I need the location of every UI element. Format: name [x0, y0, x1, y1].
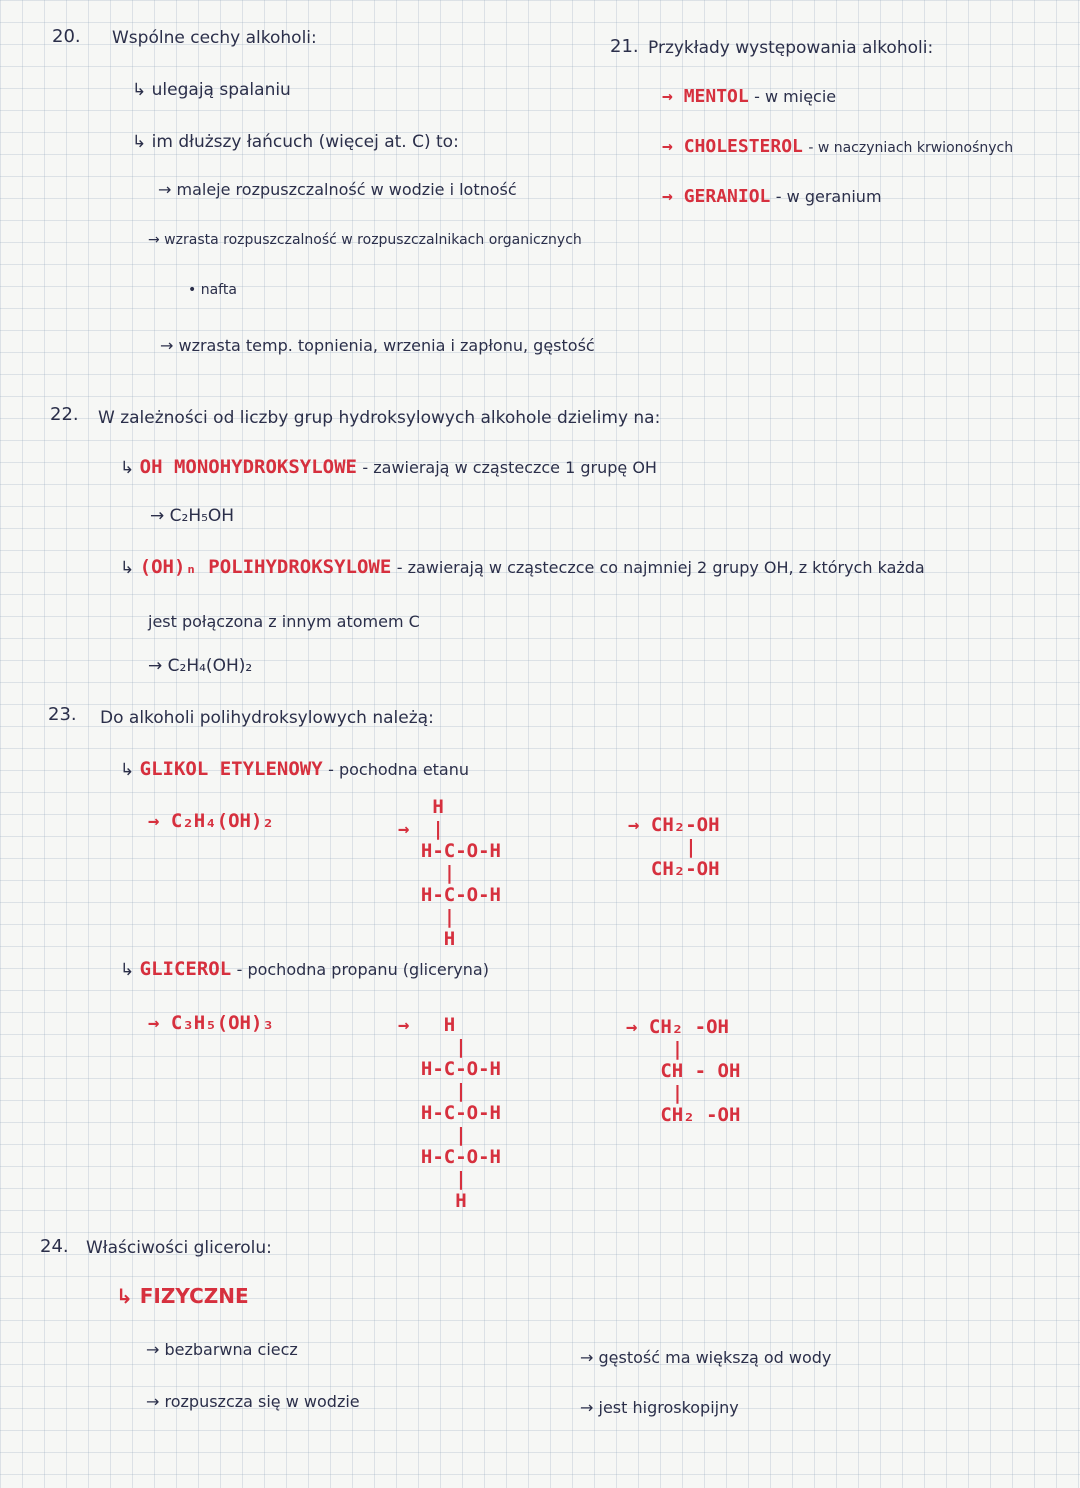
glicerol-name: GLICEROL — [139, 958, 232, 980]
example-name: CHOLESTEROL — [683, 136, 803, 157]
glicerol-desc: - pochodna propanu (gliceryna) — [236, 960, 489, 979]
glikol-desc: - pochodna etanu — [328, 760, 470, 779]
polyhydroxy-name: (OH)ₙ POLIHYDROKSYLOWE — [139, 556, 392, 578]
monohydroxy-example: → C₂H₅OH — [150, 506, 235, 526]
example-cholesterol: → CHOLESTEROL - w naczyniach krwionośnych — [662, 136, 1014, 157]
monohydroxy-row: ↳ OH MONOHYDROKSYLOWE - zawierają w cząsteczce 1 grupę OH — [120, 456, 657, 478]
example-geraniol: → GERANIOL - w geranium — [662, 186, 882, 207]
glicerol-row: ↳ GLICEROL - pochodna propanu (gliceryna) — [120, 958, 489, 980]
section-24-title: Właściwości glicerolu: — [86, 1238, 272, 1258]
glikol-structural-formula: H → | H-C-O-H | H-C-O-H | H — [398, 796, 501, 950]
polyhydroxy-desc-2: jest połączona z innym atomem C — [148, 612, 420, 631]
example-mentol: → MENTOL - w mięcie — [662, 86, 837, 107]
section-20-title: Wspólne cechy alkoholi: — [112, 28, 317, 48]
property-water-soluble: → rozpuszcza się w wodzie — [146, 1392, 360, 1411]
property-hygroscopic: → jest higroskopijny — [580, 1398, 739, 1417]
polyhydroxy-row: ↳ (OH)ₙ POLIHYDROKSYLOWE - zawierają w cząsteczce co najmniej 2 grupy OH, z których każda — [120, 556, 925, 578]
monohydroxy-name: OH MONOHYDROKSYLOWE — [139, 456, 357, 478]
section-23-title: Do alkoholi polihydroksylowych należą: — [100, 708, 434, 728]
property-colorless-liquid: → bezbarwna ciecz — [146, 1340, 298, 1359]
example-desc: - w naczyniach krwionośnych — [808, 140, 1014, 156]
glicerol-formula: → C₃H₅(OH)₃ — [148, 1012, 274, 1034]
section-21-number: 21. — [610, 36, 639, 57]
section-23-number: 23. — [48, 704, 77, 725]
monohydroxy-desc: - zawierają w cząsteczce 1 grupę OH — [362, 458, 657, 477]
property-density: → gęstość ma większą od wody — [580, 1348, 832, 1367]
example-desc: - w mięcie — [754, 87, 837, 106]
section-20-example-nafta: • nafta — [188, 282, 237, 298]
section-22-number: 22. — [50, 404, 79, 425]
section-22-title: W zależności od liczby grup hydroksylowych alkohole dzielimy na: — [98, 408, 661, 428]
polyhydroxy-example: → C₂H₄(OH)₂ — [148, 656, 253, 676]
polyhydroxy-desc: - zawierają w cząsteczce co najmniej 2 grupy OH, z których każda — [396, 558, 925, 577]
glikol-formula: → C₂H₄(OH)₂ — [148, 810, 274, 832]
section-20-point-2c: → wzrasta temp. topnienia, wrzenia i zapłonu, gęstość — [160, 336, 595, 355]
glicerol-structural-formula: → H | H-C-O-H | H-C-O-H | H-C-O-H | H — [398, 1014, 501, 1212]
example-name: GERANIOL — [683, 186, 771, 207]
section-20-point-1: ↳ ulegają spalaniu — [132, 80, 291, 100]
glikol-condensed-formula: → CH₂-OH | CH₂-OH — [628, 814, 720, 880]
example-name: MENTOL — [683, 86, 749, 107]
section-21-title: Przykłady występowania alkoholi: — [648, 38, 934, 58]
section-20-point-2a: → maleje rozpuszczalność w wodzie i lotność — [158, 180, 517, 199]
glikol-row: ↳ GLIKOL ETYLENOWY - pochodna etanu — [120, 758, 470, 780]
example-desc: - w geranium — [775, 187, 882, 206]
glikol-name: GLIKOL ETYLENOWY — [139, 758, 323, 780]
section-24-number: 24. — [40, 1236, 69, 1257]
section-20-point-2: ↳ im dłuższy łańcuch (więcej at. C) to: — [132, 132, 459, 152]
section-20-point-2b: → wzrasta rozpuszczalność w rozpuszczalnikach organicznych — [148, 232, 582, 248]
physical-properties-heading: ↳ FIZYCZNE — [116, 1284, 249, 1308]
glicerol-condensed-formula: → CH₂ -OH | CH - OH | CH₂ -OH — [626, 1016, 741, 1126]
section-20-number: 20. — [52, 26, 81, 47]
